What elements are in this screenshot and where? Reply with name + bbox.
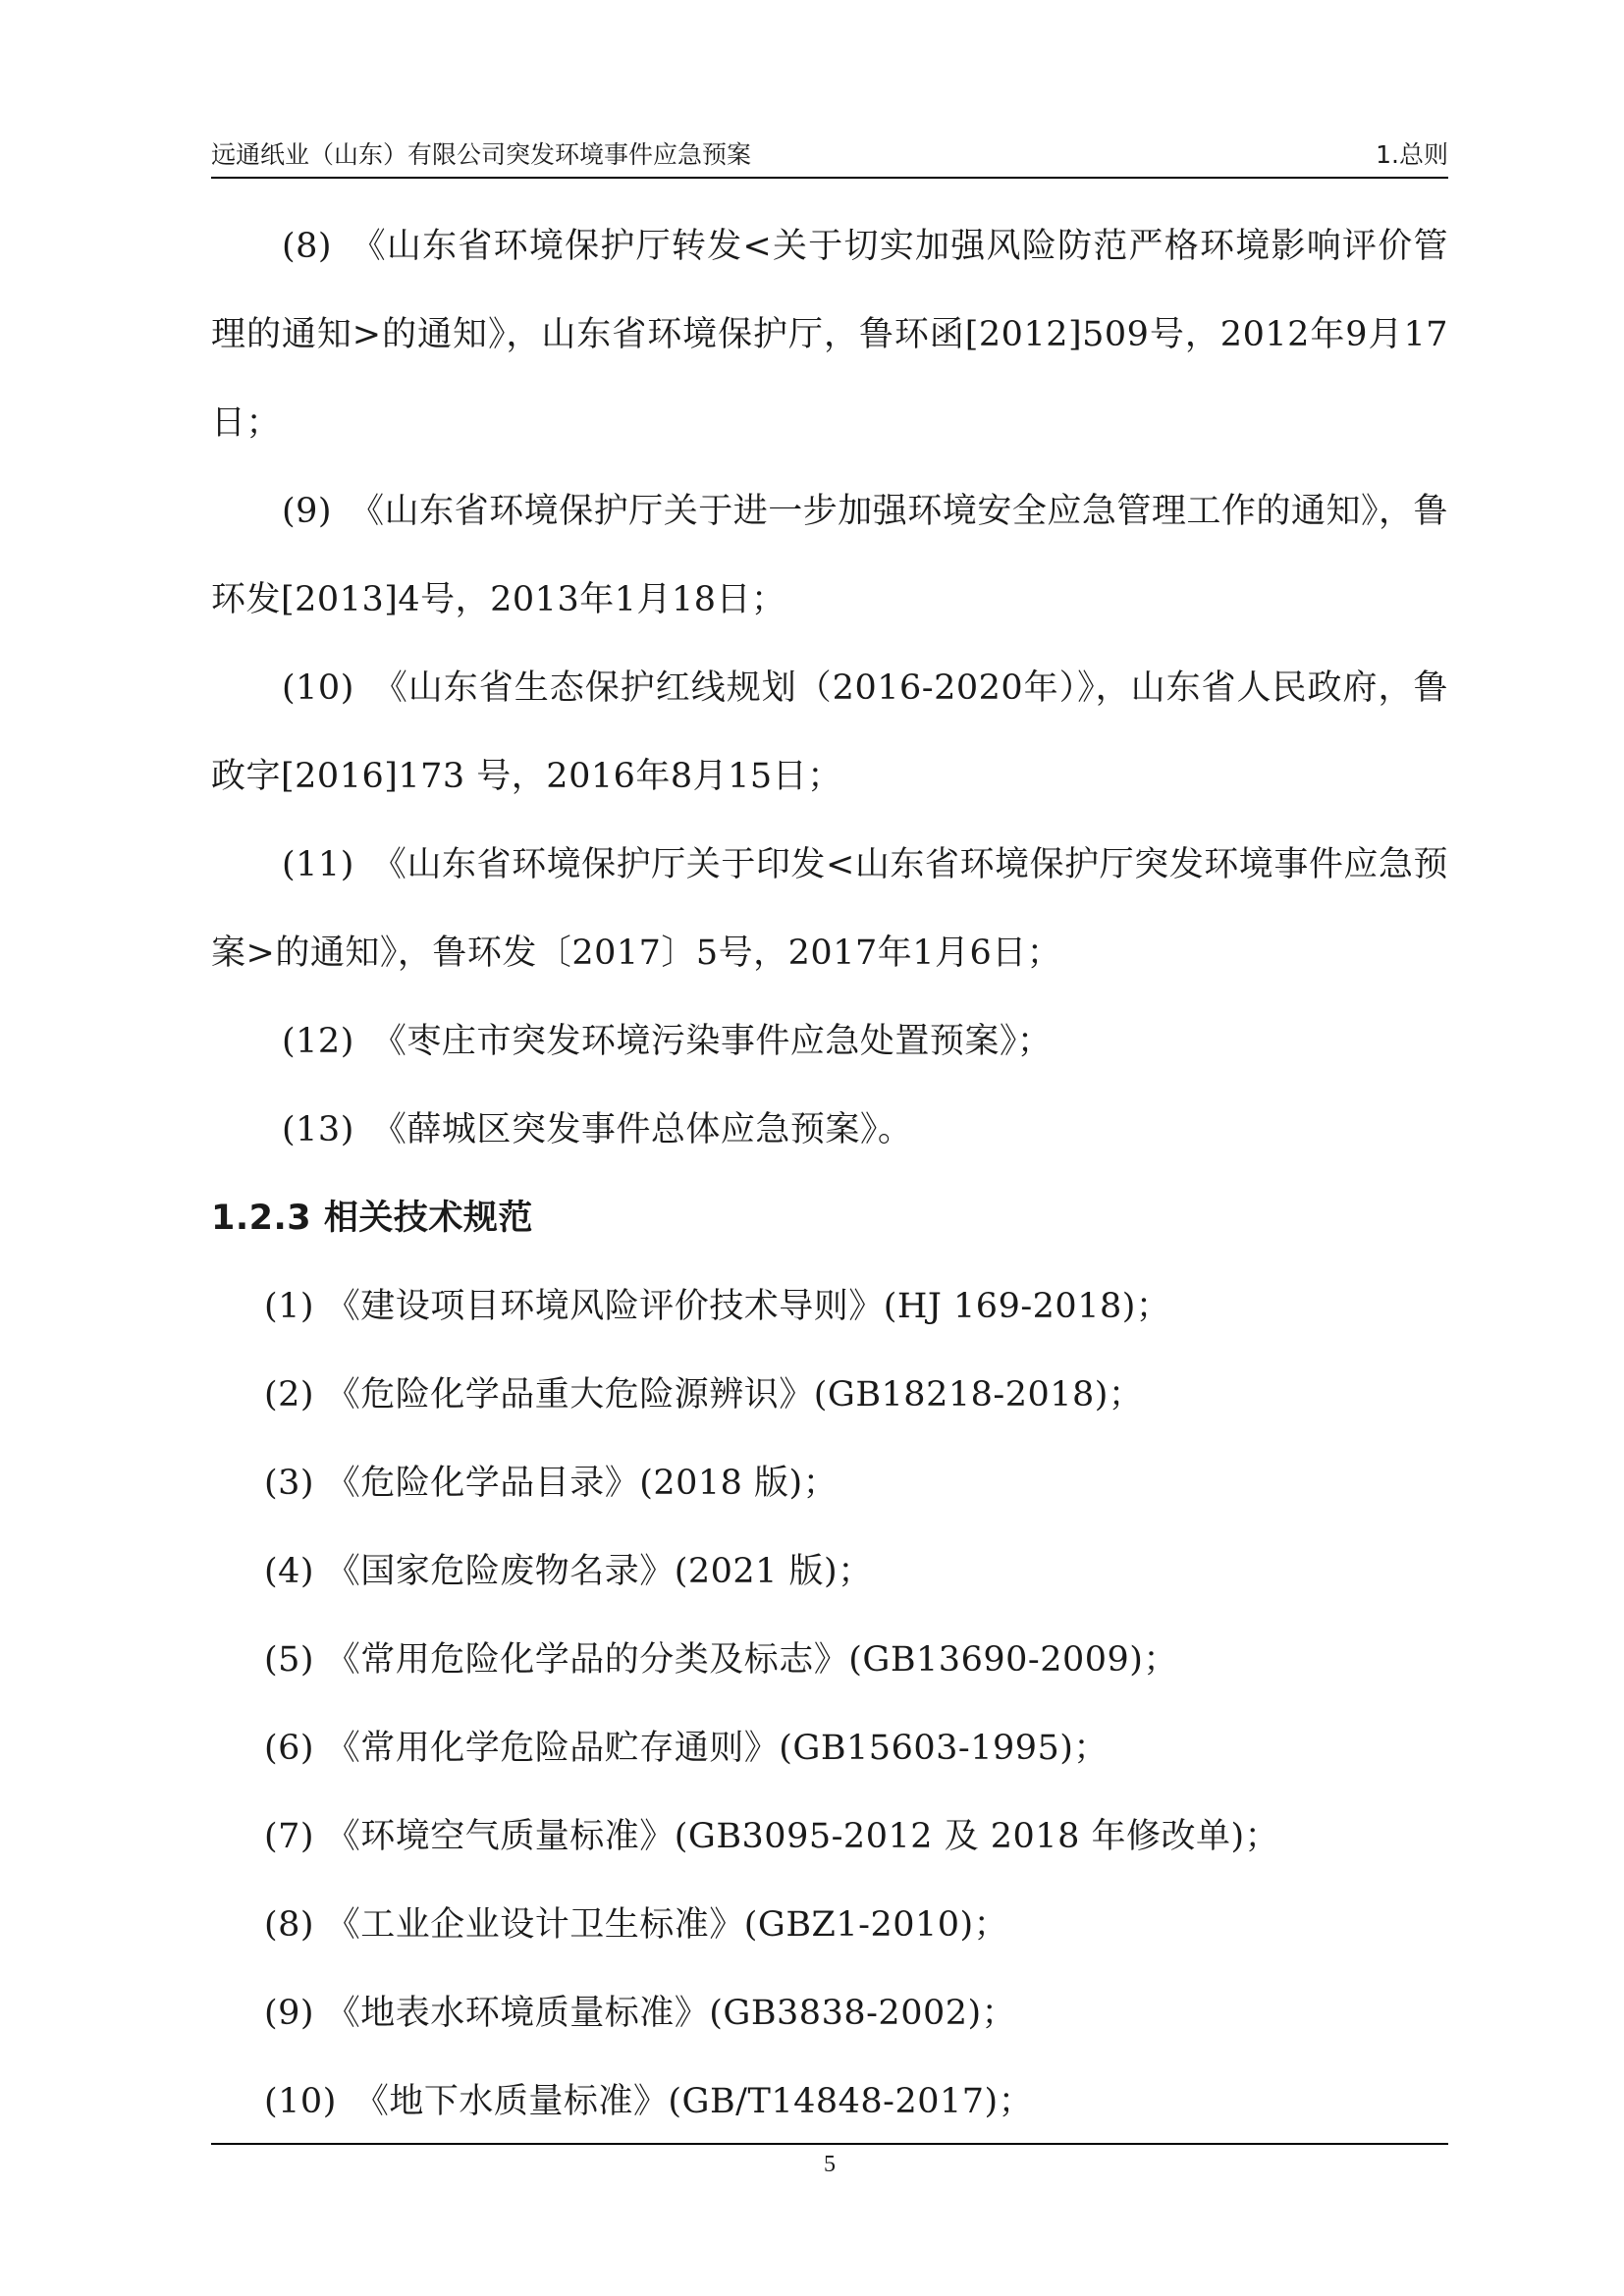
page-header bbox=[211, 135, 1448, 175]
regulation-paragraph: (9) 《山东省环境保护厅关于进一步加强环境安全应急管理工作的通知》，鲁环发[2013]4号，2013年1月18日； bbox=[211, 492, 1448, 619]
regulation-paragraph: (10) 《山东省生态保护红线规划（2016-2020年）》，山东省人民政府，鲁政字[2016]173 号，2016年8月15日； bbox=[211, 668, 1448, 796]
standard-list-item: (9) 《地表水环境质量标准》(GB3838-2002)； bbox=[264, 1994, 1017, 2033]
standard-list-item: (7) 《环境空气质量标准》(GB3095-2012 及 2018 年修改单)； bbox=[264, 1817, 1280, 1856]
header-rule bbox=[211, 177, 1448, 179]
regulation-paragraph: (8) 《山东省环境保护厅转发<关于切实加强风险防范严格环境影响评价管理的通知>的通知》，山东省环境保护厅，鲁环函[2012]509号，2012年9月17日； bbox=[211, 227, 1448, 443]
chapter-label: 1.总则 bbox=[1376, 140, 1448, 169]
regulation-paragraph: (12) 《枣庄市突发环境污染事件应急处置预案》； bbox=[282, 1022, 1053, 1061]
page-body bbox=[211, 202, 1448, 2146]
page-number: 5 bbox=[824, 2152, 836, 2177]
standard-list-item: (4) 《国家危险废物名录》(2021 版)； bbox=[264, 1552, 873, 1591]
document-title: 远通纸业（山东）有限公司突发环境事件应急预案 bbox=[211, 140, 752, 169]
section-heading: 1.2.3 相关技术规范 bbox=[211, 1199, 533, 1238]
regulation-paragraph: (11) 《山东省环境保护厅关于印发<山东省环境保护厅突发环境事件应急预案>的通知》，鲁环发〔2017〕5号，2017年1月6日； bbox=[211, 845, 1448, 973]
regulation-paragraph: (13) 《薛城区突发事件总体应急预案》。 bbox=[282, 1110, 913, 1149]
standard-list-item: (8) 《工业企业设计卫生标准》(GBZ1-2010)； bbox=[264, 1905, 1009, 1945]
standard-list-item: (6) 《常用化学危险品贮存通则》(GB15603-1995)； bbox=[264, 1729, 1109, 1768]
footer-rule bbox=[211, 2143, 1448, 2145]
standard-list-item: (10) 《地下水质量标准》(GB/T14848-2017)； bbox=[264, 2082, 1034, 2121]
standard-list-item: (2) 《危险化学品重大危险源辨识》(GB18218-2018)； bbox=[264, 1375, 1144, 1415]
standard-list-item: (3) 《危险化学品目录》(2018 版)； bbox=[264, 1464, 839, 1503]
standard-list-item: (1) 《建设项目环境风险评价技术导则》(HJ 169-2018)； bbox=[264, 1287, 1171, 1326]
standard-list-item: (5) 《常用危险化学品的分类及标志》(GB13690-2009)； bbox=[264, 1640, 1178, 1680]
